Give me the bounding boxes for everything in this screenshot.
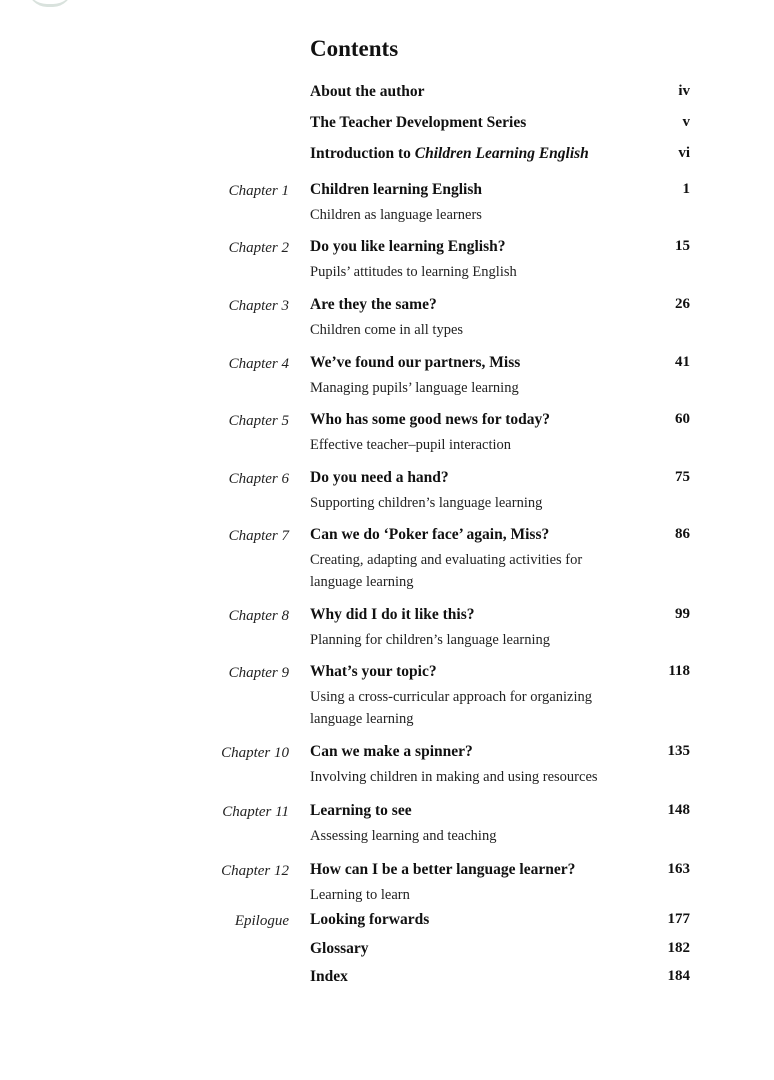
chapter-subtitle: Children come in all types xyxy=(310,322,464,338)
entry-page-number: vi xyxy=(678,145,690,161)
chapter-page-number: 86 xyxy=(675,526,690,542)
chapter-label: Chapter 8 xyxy=(228,608,289,624)
chapter-subtitle: Planning for children’s language learning xyxy=(310,632,550,648)
entry-title: Looking forwards xyxy=(310,911,430,928)
chapter-subtitle: Supporting children’s language learning xyxy=(310,495,543,511)
chapter-label: Chapter 5 xyxy=(228,413,289,429)
chapter-subtitle: Assessing learning and teaching xyxy=(310,828,497,844)
chapter-label: Chapter 2 xyxy=(228,240,289,256)
entry-title-prefix: Introduction to xyxy=(310,145,415,162)
chapter-label: Chapter 6 xyxy=(228,471,289,487)
chapter-label: Chapter 1 xyxy=(228,183,289,199)
entry-title: Glossary xyxy=(310,940,369,957)
chapter-label: Chapter 11 xyxy=(222,804,289,820)
entry-page-number: 184 xyxy=(667,968,690,984)
chapter-page-number: 135 xyxy=(667,743,690,759)
chapter-subtitle: Using a cross-curricular approach for organizing language learning xyxy=(310,689,592,727)
chapter-title: We’ve found our partners, Miss xyxy=(310,354,521,371)
page-edge-mark xyxy=(28,0,72,7)
chapter-subtitle: Pupils’ attitudes to learning English xyxy=(310,264,517,280)
chapter-title: Children learning English xyxy=(310,181,482,198)
chapter-subtitle: Effective teacher–pupil interaction xyxy=(310,437,512,453)
chapter-label: Chapter 3 xyxy=(228,298,289,314)
entry-title: About the author xyxy=(310,83,425,100)
entry-page-number: 182 xyxy=(667,940,690,956)
chapter-page-number: 60 xyxy=(675,411,690,427)
entry-page-number: 177 xyxy=(667,911,690,927)
chapter-title: What’s your topic? xyxy=(310,663,437,680)
chapter-label: Chapter 9 xyxy=(228,665,289,681)
chapter-label: Chapter 4 xyxy=(228,356,289,372)
chapter-label: Chapter 7 xyxy=(228,528,289,544)
chapter-subtitle: Creating, adapting and evaluating activities for language learning xyxy=(310,552,583,590)
chapter-title: Who has some good news for today? xyxy=(310,411,550,428)
chapter-page-number: 148 xyxy=(667,802,690,818)
chapter-subtitle: Children as language learners xyxy=(310,207,482,223)
chapter-subtitle: Involving children in making and using resources xyxy=(310,769,598,785)
chapter-title: Why did I do it like this? xyxy=(310,606,475,623)
chapter-page-number: 99 xyxy=(675,606,690,622)
chapter-title: Are they the same? xyxy=(310,296,437,313)
chapter-title: Can we do ‘Poker face’ again, Miss? xyxy=(310,526,550,543)
chapter-label: Chapter 10 xyxy=(221,745,289,761)
epilogue-label: Epilogue xyxy=(234,913,289,929)
entry-page-number: iv xyxy=(678,83,690,99)
entry-title-italic: Children Learning English xyxy=(414,145,589,162)
entry-page-number: v xyxy=(682,114,690,130)
chapter-subtitle: Learning to learn xyxy=(310,887,410,903)
page-title: Contents xyxy=(310,36,399,61)
chapter-page-number: 118 xyxy=(668,663,690,679)
entry-title: The Teacher Development Series xyxy=(310,114,527,131)
chapter-page-number: 1 xyxy=(682,181,690,197)
chapter-page-number: 26 xyxy=(675,296,690,312)
chapter-page-number: 41 xyxy=(675,354,690,370)
chapter-title: Can we make a spinner? xyxy=(310,743,473,760)
chapter-title: Do you like learning English? xyxy=(310,238,506,255)
chapter-label: Chapter 12 xyxy=(221,863,289,879)
chapter-page-number: 75 xyxy=(675,469,690,485)
chapter-title: How can I be a better language learner? xyxy=(310,861,576,878)
chapter-title: Learning to see xyxy=(310,802,412,819)
chapter-page-number: 15 xyxy=(675,238,690,254)
entry-title xyxy=(310,145,589,163)
chapter-title: Do you need a hand? xyxy=(310,469,449,486)
chapter-subtitle: Managing pupils’ language learning xyxy=(310,380,519,396)
chapter-page-number: 163 xyxy=(667,861,690,877)
entry-title: Index xyxy=(310,968,348,985)
